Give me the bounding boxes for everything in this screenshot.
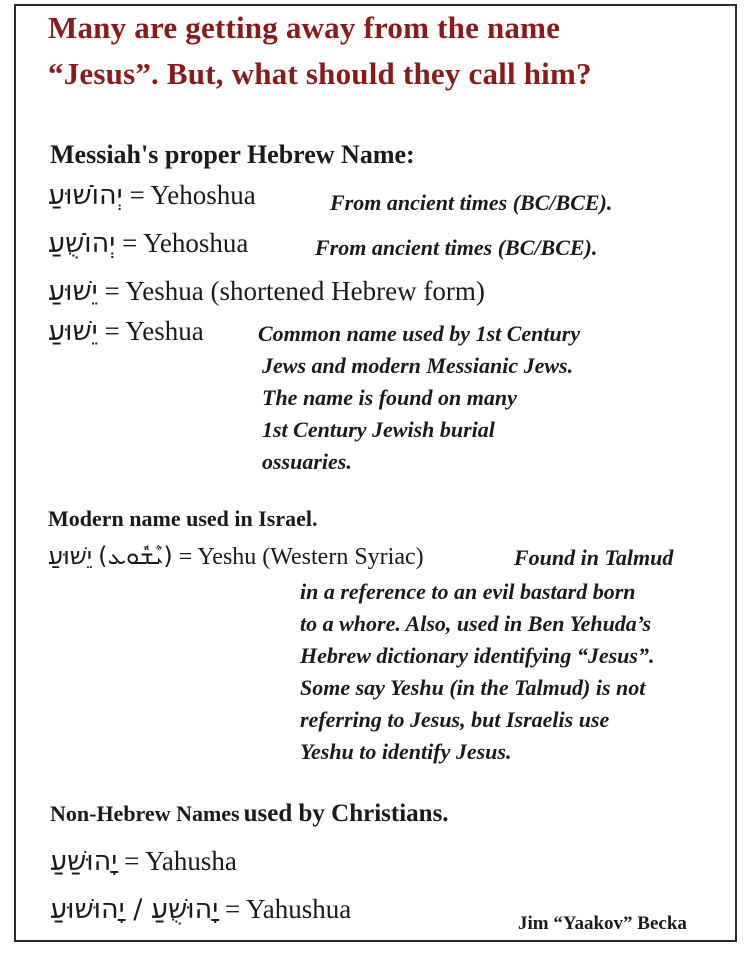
name-equivalent: = Yehoshua: [129, 180, 256, 210]
name-note: Found in Talmud: [514, 545, 674, 570]
yeshu-row: [48, 542, 424, 571]
paragraph-line: Hebrew dictionary identifying “Jesus”.: [300, 643, 655, 668]
paragraph-line: referring to Jesus, but Israelis use: [300, 707, 610, 732]
name-equivalent: = Yahushua: [225, 894, 352, 924]
name-note: From ancient times (BC/BCE).: [330, 190, 613, 215]
paragraph-line: ossuaries.: [262, 449, 352, 474]
name-row-6: [50, 894, 351, 925]
section1-heading: Messiah's proper Hebrew Name:: [50, 140, 415, 169]
name-equivalent: = Yeshu (Western Syriac): [178, 544, 424, 570]
section1-paragraph: [262, 350, 573, 478]
hebrew-name: יָהוּשַׁעַ: [50, 846, 118, 877]
section2-heading: Modern name used in Israel.: [48, 506, 318, 531]
section3-heading-part2: used by Christians.: [243, 800, 449, 827]
paragraph-line: Yeshu to identify Jesus.: [300, 739, 512, 764]
section3-heading-part1: Non-Hebrew Names: [50, 801, 240, 826]
syriac-name: (ܝܶܫܽܘܥ): [98, 542, 173, 570]
title-line-1: Many are getting away from the name: [48, 10, 561, 45]
hebrew-name: יֵשׁוּעַ: [48, 542, 93, 570]
name-equivalent: = Yahusha: [124, 846, 237, 876]
author-credit: Jim “Yaakov” Becka: [518, 913, 687, 934]
section3-heading: [50, 800, 449, 828]
hebrew-name: יְהוֹשׁוּעַ: [48, 180, 123, 211]
name-row-2: [48, 228, 248, 259]
hebrew-name: יְהוֹשֻׁעַ: [48, 228, 116, 259]
hebrew-name: יֵשׁוּעַ: [48, 316, 98, 347]
paragraph-line: The name is found on many: [262, 385, 517, 410]
title-line-2: “Jesus”. But, what should they call him?: [48, 56, 592, 91]
paragraph-line: in a reference to an evil bastard born: [300, 579, 636, 604]
section2-paragraph: [300, 576, 654, 768]
paragraph-line: Some say Yeshu (in the Talmud) is not: [300, 675, 646, 700]
name-equivalent: = Yeshua: [104, 316, 204, 346]
name-row-1: [48, 180, 256, 211]
name-note: Common name used by 1st Century: [258, 321, 581, 346]
paragraph-line: to a whore. Also, used in Ben Yehuda’s: [300, 611, 652, 636]
hebrew-name: יֵשׁוּעַ: [48, 276, 98, 307]
name-row-5: [50, 846, 237, 877]
paragraph-line: 1st Century Jewish burial: [262, 417, 495, 442]
name-note: From ancient times (BC/BCE).: [315, 235, 598, 260]
name-equivalent: = Yehoshua: [122, 228, 249, 258]
paragraph-line: Jews and modern Messianic Jews.: [262, 353, 574, 378]
name-equivalent: = Yeshua (shortened Hebrew form): [104, 276, 485, 306]
name-row-4: [48, 316, 204, 347]
hebrew-name: יָהוּשֻׁעַ / יָהוּשׁוּעַ: [50, 894, 219, 925]
name-row-3: [48, 276, 485, 307]
